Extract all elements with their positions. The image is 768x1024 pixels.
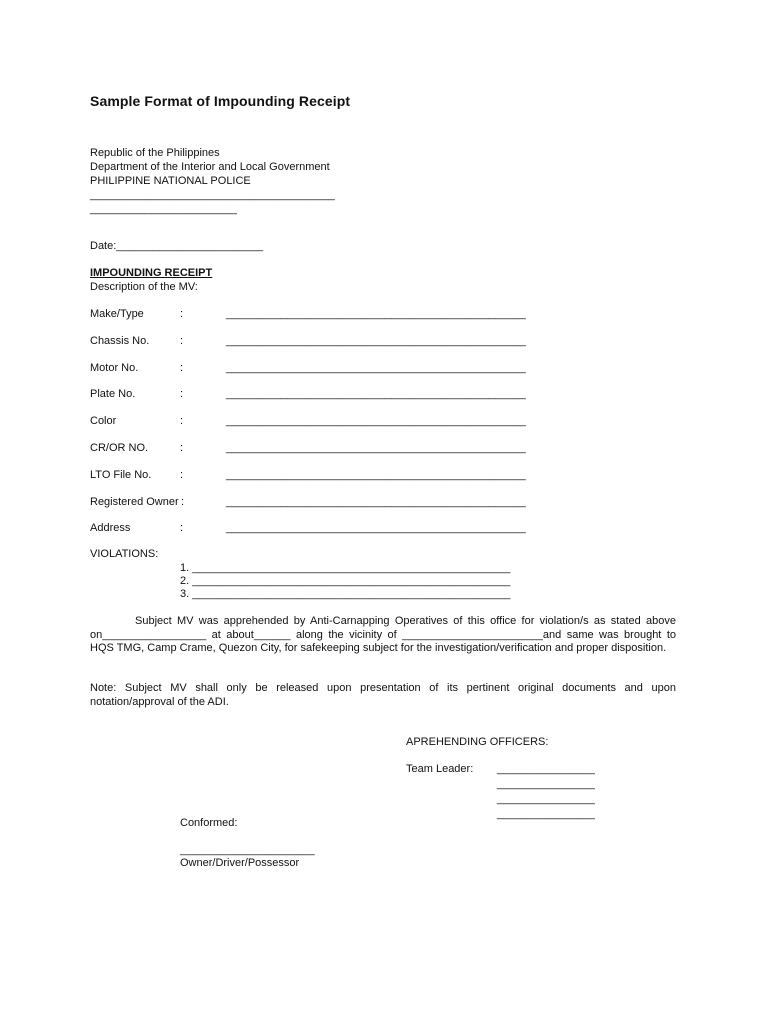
field-blank-line: _________________________________________________ — [226, 335, 526, 347]
header-blank-line-1: ________________________________________ — [90, 189, 335, 201]
field-blank-line: _________________________________________________ — [226, 388, 526, 400]
violation-item: 1. ____________________________________________________ — [180, 562, 511, 574]
field-colon: : — [180, 308, 184, 320]
officer-signature-blank: ________________ — [497, 763, 595, 775]
field-blank-line: _________________________________________________ — [226, 496, 526, 508]
header-pnp: PHILIPPINE NATIONAL POLICE — [90, 175, 251, 187]
field-blank-line: _________________________________________________ — [226, 442, 526, 454]
officer-signature-blank: ________________ — [497, 808, 595, 820]
field-label: Motor No. — [90, 362, 139, 374]
receipt-heading: IMPOUNDING RECEIPT — [90, 267, 213, 279]
field-label: Color — [90, 415, 117, 427]
team-leader-label: Team Leader: — [406, 763, 474, 775]
field-colon: : — [180, 469, 184, 481]
field-label: Plate No. — [90, 388, 136, 400]
field-blank-line: _________________________________________________ — [226, 362, 526, 374]
document-title: Sample Format of Impounding Receipt — [90, 93, 351, 109]
field-colon: : — [181, 496, 185, 508]
field-blank-line: _________________________________________________ — [226, 522, 526, 534]
header-blank-line-2: ________________________ — [90, 203, 237, 215]
violation-item: 2. ____________________________________________________ — [180, 575, 511, 587]
header-republic: Republic of the Philippines — [90, 147, 220, 159]
mv-description-label: Description of the MV: — [90, 281, 198, 293]
date-row — [90, 239, 263, 253]
officer-signature-blank: ________________ — [497, 793, 595, 805]
field-colon: : — [180, 388, 184, 400]
violation-item: 3. ____________________________________________________ — [180, 588, 511, 600]
field-blank-line: _________________________________________________ — [226, 415, 526, 427]
conformed-role: Owner/Driver/Possessor — [180, 857, 300, 869]
violations-label: VIOLATIONS: — [90, 548, 159, 560]
field-colon: : — [180, 335, 184, 347]
conformed-signature-blank: ______________________ — [180, 844, 315, 856]
field-colon: : — [180, 442, 184, 454]
field-label: Address — [90, 522, 131, 534]
conformed-label: Conformed: — [180, 817, 238, 829]
date-blank: ________________________ — [116, 240, 264, 252]
field-label: CR/OR NO. — [90, 442, 149, 454]
header-dilg: Department of the Interior and Local Government — [90, 161, 330, 173]
officers-heading: APREHENDING OFFICERS: — [406, 736, 549, 748]
field-label: Make/Type — [90, 308, 144, 320]
field-blank-line: _________________________________________________ — [226, 469, 526, 481]
field-blank-line: _________________________________________________ — [226, 308, 526, 320]
field-label: Registered Owner — [90, 496, 179, 508]
release-note: Note: Subject MV shall only be released upon presentation of its pertinent original documents and upon notation/approval of the ADI. — [90, 682, 676, 708]
field-colon: : — [180, 415, 184, 427]
officer-signature-blank: ________________ — [497, 778, 595, 790]
field-colon: : — [180, 362, 184, 374]
field-colon: : — [180, 522, 184, 534]
apprehension-paragraph: Subject MV was apprehended by Anti-Carnapping Operatives of this office for violation/s as stated above on_________________ at about______ along the vicinity of _______________________and same was brought to HQS TMG, Camp Crame, Quezon City, for safekeeping subject for the investigation/verification and proper disposition. — [90, 615, 676, 654]
field-label: LTO File No. — [90, 469, 152, 481]
date-label: Date: — [90, 240, 117, 252]
field-label: Chassis No. — [90, 335, 150, 347]
